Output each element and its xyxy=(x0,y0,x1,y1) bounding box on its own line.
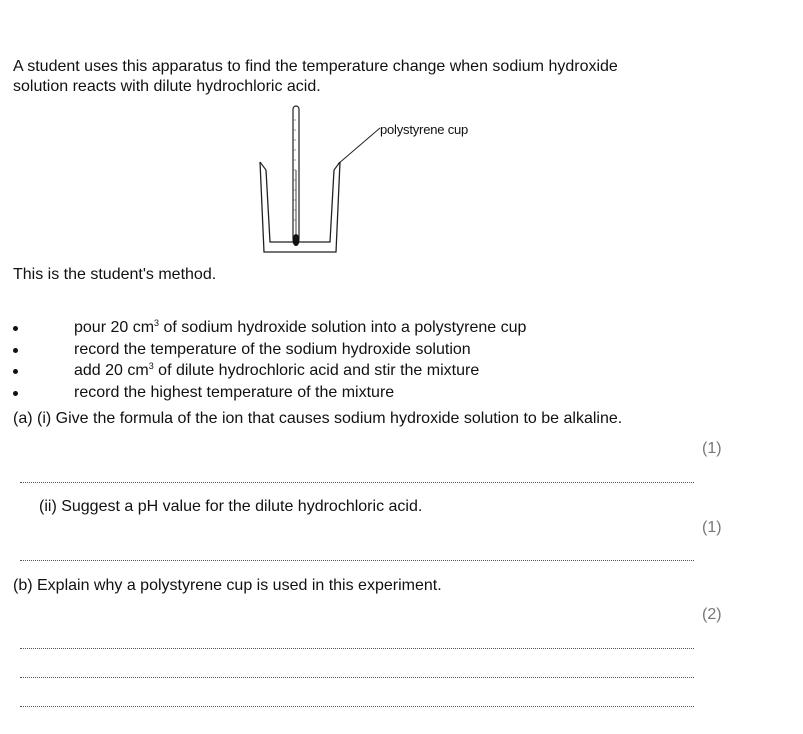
question-a-ii: (ii) Suggest a pH value for the dilute hydrochloric acid. xyxy=(39,498,423,515)
method-step-4: record the highest temperature of the mixture xyxy=(74,383,395,401)
answer-line-a-i[interactable] xyxy=(20,482,694,483)
marks-a-ii: (1) xyxy=(702,519,722,536)
question-b: (b) Explain why a polystyrene cup is used in this experiment. xyxy=(13,577,442,594)
answer-line-a-ii[interactable] xyxy=(20,560,694,561)
thermometer-bulb xyxy=(293,234,300,246)
polystyrene-cup-label: polystyrene cup xyxy=(380,122,469,137)
label-leader-line xyxy=(338,128,380,164)
intro-line-2: solution reacts with dilute hydrochloric acid. xyxy=(13,78,321,95)
method-step-3: add 20 $cm^3$ of dilute hydrochloric acid and stir the mixture xyxy=(74,361,480,379)
bullet-icon xyxy=(13,326,18,331)
bullet-icon xyxy=(13,369,18,374)
marks-b: (2) xyxy=(702,606,722,623)
answer-line-b-3[interactable] xyxy=(20,706,694,707)
answer-line-b-1[interactable] xyxy=(20,648,694,649)
method-step-2: record the temperature of the sodium hydroxide solution xyxy=(74,340,471,358)
apparatus-diagram xyxy=(250,100,490,260)
bullet-icon xyxy=(13,391,18,396)
intro-line-1: A student uses this apparatus to find the temperature change when sodium hydroxide xyxy=(13,58,618,75)
method-step-1: pour 20 $cm^3$ of sodium hydroxide solution into a polystyrene cup xyxy=(74,318,527,336)
outer-cup-outline xyxy=(260,162,340,252)
question-a-i: (a) (i) Give the formula of the ion that causes sodium hydroxide solution to be alkaline. xyxy=(13,410,623,427)
bullet-icon xyxy=(13,348,18,353)
method-heading: This is the student's method. xyxy=(13,266,217,283)
marks-a-i: (1) xyxy=(702,440,722,457)
inner-cup-outline xyxy=(266,170,334,242)
intro-text xyxy=(13,57,618,97)
answer-line-b-2[interactable] xyxy=(20,677,694,678)
